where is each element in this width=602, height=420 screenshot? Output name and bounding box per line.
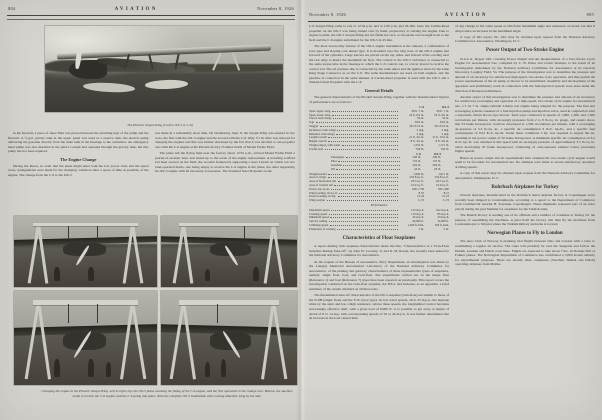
body-paragraph: The Aero Club of Norway is planning trial flights between Oslo and London with a view to establishing a regular air service. The route will probably be over the Skagerak and follow the Danish, German and Dutch coast lines. Flights are expected to take about 7 hrs. in Dornier-Wal or Fokker planes. The Norwegian Department of Commerce has contributed a 5,000 kroner subsidy for experimental purposes. There are already three companies (Swedish, Danish and Dutch) operating airplanes from Malmo. bbox=[455, 239, 595, 267]
breakdown-col-ox5: OX-5 bbox=[433, 151, 441, 156]
spec-table-row: Passengers 340 lb. 340 lb. bbox=[331, 155, 441, 160]
header-rule-thick bbox=[308, 21, 595, 23]
spec-table bbox=[309, 106, 449, 232]
running-head-right bbox=[309, 12, 594, 18]
issue-date-right: November 8, 1926 bbox=[309, 12, 346, 17]
right-column-2 bbox=[455, 24, 595, 420]
spec-table-row: Span, lower wing 24 ft. 6¾ in. 24 ft. 6¾ in. bbox=[309, 112, 449, 117]
gantry-leg bbox=[272, 301, 287, 379]
spec-col-c6: C-6 bbox=[419, 104, 424, 109]
hoist-chain bbox=[244, 226, 245, 240]
spec-table-row: Wing section C-72 C-72 bbox=[309, 198, 449, 203]
header-rule-thick bbox=[7, 15, 295, 17]
body-paragraph: Another object of this investigation was to determine the pressure and amount of air necessary for satisfactory scavenging and operation of a high-speed, two-stroke cycle engine for aeronautical use, a 5 by 7 in. single-cylinder Liberty test engine being adapted for the purpose. The fuel and scavenging system consisted of a fuel-injection pump and injection valve, used in conjunction with a separately driven Roots type blower. Tests were conducted at speeds of 1,000, 1,200, and 1,500 revolutions per minute, with air-supply pressures from 2 to 8 lb./sq. in. gauge, and results show, that 53 brake horsepower could be developed at 1,500 revolutions per minute, with a scavenging air-pressure of 5.5 lb./sq. in., a specific air consumption 9 lb./b. hp./hr., and a specific fuel consumption of 0.61 lb./b. hp./hr. Under these conditions 3 hp. was required to supply the air, resulting in net power output of 50 brake horsepower. A minimum specific air consumption of 8.2 lb./b. hp. hr. was obtained at this speed with an air-supply pressure of approximately 3.5 lb./sq. in. when developing 45 brake horsepower. Chattering of cam-operated exhaust valves prevented higher speeds. bbox=[455, 94, 595, 154]
right-page bbox=[302, 0, 602, 420]
body-paragraph: At the request of the Bureau of Aeronautics, Navy Department, an investigation was made by the Langley Memorial Aeronautical Laboratory of the National Advisory Committee for Aeronautics, of the planing and getaway characteristics of three representative types of seaplanes, namely: single float, boat, and twin-float. The experiments carried out on the single float (Reference 1) and boat (Reference 7) types have been reported on previously. This report covers the investigation conducted on the twin-float seaplane, the DT-2, and includes, as an appendix, a brief summary of the results obtained on all three tests. bbox=[309, 259, 449, 291]
right-page-columns bbox=[309, 24, 595, 420]
photo-mechanic bbox=[253, 267, 258, 281]
spec-col-ox5: OX-5 bbox=[441, 104, 449, 109]
article-heading-two-stroke: Power Output of Two-Stroke Engine bbox=[486, 48, 564, 54]
breakdown-col-c6: C-6 bbox=[416, 151, 421, 156]
spec-table-row: Stagger 28 13/16 in. 28 13/16 in. bbox=[309, 123, 449, 128]
spec-table-row: Area of wings 232.8 sq. ft. 232.8 sq. ft. bbox=[309, 175, 449, 180]
page-gutter bbox=[296, 0, 306, 420]
spec-table-row: Oil 44 lb. 26 lb. bbox=[331, 166, 441, 171]
spec-table-row: Height overall 8 ft. 4¾ in. 8 ft. 4¾ in. bbox=[309, 139, 449, 144]
spec-table-row: Maximum speed 135 m.p.h. 102 m.p.h. bbox=[309, 207, 449, 212]
gantry-leg bbox=[28, 224, 40, 283]
photo-mechanic bbox=[88, 267, 94, 281]
spec-table-row: Endurance at cruising 5 hr. 5 hr. bbox=[309, 226, 449, 231]
performance-subheading: Performance bbox=[370, 202, 388, 207]
left-page bbox=[0, 0, 300, 420]
left-column-2 bbox=[155, 131, 296, 213]
spec-table-row: Weight loaded 1,990 lb. 1,911 lb. bbox=[309, 171, 449, 176]
spec-table-row: Incidence, both wings 3 deg. 3 deg. bbox=[309, 127, 449, 132]
journal-title: AVIATION bbox=[114, 7, 158, 12]
body-paragraph: of any change in the water speed at which the maximum angle and resistance occurred, but that it did produce an increase in the maximum angle. bbox=[455, 24, 595, 33]
photo-seaplane bbox=[45, 26, 283, 112]
article-heading-rohrbach: Rohrbach Airplanes for Turkey bbox=[491, 184, 559, 190]
photo-float-right bbox=[145, 79, 188, 89]
body-paragraph: The Danish factory is sending one of its officials and a number of workmen to Turkey for the purpose of assembling the machines. A pilot from the factory will then fly the machines from Constantinople to Smyrna where the Turkish military airdrome is located. bbox=[455, 213, 595, 227]
photo-fuselage bbox=[97, 56, 195, 75]
body-paragraph: in the firewall, a piece of sheet fiber was placed between the attaching lugs of the pump and the firewall. A ½-gal. gravity tank in the upper panel was used as a reserve tank, the electric pump delivering the gasoline directly from the main tank in the fuselage to the carburetor. An emergency hand pump was also installed in the pilot's cockpit and operated through the gravity tank, but this pump has not been required. bbox=[8, 131, 149, 154]
gantry-leg bbox=[25, 301, 40, 379]
gantry-leg bbox=[131, 301, 146, 379]
spec-breakdown bbox=[331, 153, 441, 172]
spec-table-row: Length overall 21 ft. 4¾ in. 21 ft. 10¾ in. bbox=[309, 135, 449, 140]
page-number-left: 804 bbox=[8, 6, 16, 11]
body-paragraph: Several airplanes, manufactured in the Rohrbach metal airplane factory at Copenhagen, have recently been shipped to Constantinople, according to a report to the Department of Commerce from Commercial Attaché H. Sorensen, Copenhagen. These shipments represent part of an order placed during the past Summer for seaplanes for the Turkish army. bbox=[455, 193, 595, 211]
photo-scene bbox=[161, 216, 297, 287]
hoist-chain bbox=[68, 226, 69, 240]
gantry-leg bbox=[123, 224, 134, 283]
spec-table-row: Weight empty, with water 1,232 lb. 1,171 lb. bbox=[309, 142, 449, 147]
gantry-leg bbox=[183, 224, 194, 283]
spec-table-row: Useful load 758 lb. 740 lb. bbox=[309, 146, 449, 151]
photo-scene bbox=[14, 291, 157, 385]
photo-engine-change-3 bbox=[14, 291, 157, 385]
hoist-chain bbox=[68, 304, 69, 323]
body-paragraph: A report dealing with seaplane characteristics under the title, "Characteristics of a Twin-Float Seaplane During Take-off", by John W. Crowley, Jr. and K. M. Ronan, has recently been issued by the National Advisory Committee for Aeronautics. bbox=[309, 244, 449, 258]
left-column-1 bbox=[8, 131, 149, 213]
spec-table-row: Span, upper wing 28 ft. 7 in. 28 ft. 7 in. bbox=[309, 108, 449, 113]
section-heading-general-details: General Details bbox=[364, 87, 394, 93]
hoist-chain bbox=[97, 226, 98, 240]
spec-table-row: Area of horizontal tail 26.5 sq. ft. 26.5 sq. ft. bbox=[309, 179, 449, 184]
section-heading-engine-change: The Engine Change bbox=[60, 156, 97, 162]
photo-mechanic bbox=[221, 359, 226, 378]
spec-table-row: Chord, both wings 54 in. 54 in. bbox=[309, 116, 449, 121]
photo-mechanic bbox=[54, 267, 60, 281]
spec-table-row: Minimum speed 45 m.p.h. 43 m.p.h. bbox=[309, 215, 449, 220]
spec-table-row: Area of vertical tail 10.9 sq. ft. 10.9 sq. ft. bbox=[309, 182, 449, 187]
top-photo-caption: The Pitcairn Sesqui-Wing (Curtiss OX-5 or C-6) bbox=[127, 123, 193, 127]
right-column-1 bbox=[309, 24, 449, 420]
gantry-leg bbox=[37, 301, 51, 380]
article-heading-float-seaplanes: Characteristics of Float Seaplanes bbox=[342, 236, 416, 242]
gantry-leg bbox=[183, 301, 197, 380]
spec-rows-breakdown bbox=[331, 156, 441, 171]
body-paragraph: The plane left the flying field near the factory about 12:55 p.m., arrived Model Farms Field a quarter-of-an-hour later, and taxied up to the scene of the engine replacement. A traveling scaffold had been erected on the field, the wooden framework supporting a steel I-beam on which ran two hand-operated hoists, one being empty to receive the C-6 engine in the plane, the other supporting the OX-5 engine with all necessary accessories. The Standard Steel Propeller on the bbox=[154, 150, 295, 174]
spec-table-row: Wing loading, lb./sq. ft. 8.55 8.21 bbox=[309, 190, 449, 195]
photo-mechanic bbox=[54, 359, 60, 378]
page-number-right: 805 bbox=[586, 12, 594, 17]
body-paragraph: was made in a remarkably short time. On Wednesday, Sept. 8, the Sesqui-Wing was entered in two races, the first with the OX-5 engine and the second with the C-6. Only 1½ hr. time was allowed for changing the engines and this was further shortened by the fact that it was decided to run propeller tests with the C-6 engine at the Pitcairn factory 25 miles North of Model Farms Field. bbox=[154, 131, 295, 149]
body-paragraph: During the Races, in order that the plane might enter both the low power class and the speed races, arrangements were made for the changing, within as short a space of time as possible, of the engine. The change from the C-6 to the OX-5 bbox=[8, 163, 149, 178]
photo-upper-wing bbox=[57, 45, 271, 60]
spec-table-row: Power, hp./r.p.m. 160/1,750 90/1,400 bbox=[309, 186, 449, 191]
photo-float-left bbox=[83, 81, 136, 93]
spec-table-row: Power loading, lb./hp. 12.43 21.23 bbox=[309, 194, 449, 199]
header-rule-thin bbox=[7, 19, 295, 20]
spec-table-row: Pilot 170 lb. 170 lb. bbox=[331, 159, 441, 164]
spec-rows-2 bbox=[309, 173, 449, 203]
spec-table-row: Cruising speed 110 m.p.h. 85 m.p.h. bbox=[309, 211, 449, 216]
spec-rows-performance bbox=[309, 209, 449, 232]
body-paragraph: N.A.C.A. Report 220, covering Power Output and Air Requirements of a Two-Stroke Cycle Engine for Aeronautical Use, compiled by C. B. Paton and Cedric Kemper, is the result of an investigation undertaken by the National Advisory Committee for Aeronautics at its research laboratory, Langley Field, Va. The purpose of the investigation was to determine the pressure and amount of air necessary for satisfactory high-speed, two-stroke cycle operation, and thus permit the power requirements of the air pump or blower to be determined. Assembly and development of the apparatus and preliminary work in connection with the fuel-injection system were done under the direction of Robertson Matthews. bbox=[455, 56, 595, 93]
photo-engine-change-2 bbox=[161, 216, 297, 287]
photo-mechanic bbox=[88, 359, 94, 378]
journal-title: AVIATION bbox=[444, 13, 488, 18]
body-paragraph: A copy of this report, No. 242, may be obtained upon request from the National Advisory Committee for Aeronautics, Washington, D. C. bbox=[455, 34, 595, 44]
gantry-beam bbox=[33, 300, 139, 304]
hoist-chain bbox=[217, 304, 218, 323]
bottom-photo-caption: Changing the engine in the Pitcairn Sesqui-Wing. Left to right, top, the OX-5 plane awaiting the fitting of the C-6 engine, and the first operation in the change over. Bottom, the machine ready to receive the C-6 engine, and the C-6 going into place. Note the complete OX-5 installation with cowling attached, lying by the side. bbox=[41, 389, 293, 398]
gantry-beam bbox=[179, 223, 280, 226]
spec-table-row: Gasoline 204 lb. 204 lb. bbox=[331, 162, 441, 167]
gantry-leg bbox=[131, 224, 143, 283]
spec-table-row: Dihedral, both wings 5 deg. 5 deg. bbox=[309, 131, 449, 136]
left-page-columns bbox=[8, 131, 295, 213]
spec-rows-main bbox=[309, 110, 449, 152]
spec-table-row: Gap 59¾ in. 59¾ in. bbox=[309, 120, 449, 125]
photo-scene bbox=[14, 216, 157, 287]
issue-date-left: November 8, 1926 bbox=[257, 6, 294, 11]
article-heading-norwegian: Norwegian Planes to Fly to London bbox=[487, 231, 563, 237]
spec-table-row: Climbing speed 1,200 ft./min. 500 ft./min. bbox=[309, 222, 449, 227]
running-head-left bbox=[8, 6, 294, 12]
spec-table-row: Service ceiling 20,000 ft. 12,000 ft. bbox=[309, 219, 449, 224]
hoist-chain bbox=[97, 304, 98, 323]
photo-engine-change-1 bbox=[14, 216, 157, 287]
body-paragraph: The fundamental take-off characteristics of the DT-2 seaplane (twin-float) are similar to those of the N-9H (single float) and the F-5L (boat type). At low water speeds, 20 to 25 m.p.h., the airplane trims by the stern and has a high resistance. Above these speeds, the longitudinal control becomes increasingly effective until, with a gross load of 6,000 lb. it is possible to get away at angles of attack of 8 to 14 deg. with corresponding speeds of 56 or 46 m.p.h. It was further determined that an increase in the load caused little bbox=[309, 293, 449, 321]
body-paragraph: The most noteworthy feature of the OX-5 engine installation is the radiator, a combination of nose type and sloping core tunnel type. It is mounted over the long nose of the OX-5 engine just forward of the cylinders. Large louvers are placed on the top, sides, and bottom of the cowling near the rear edge to insure the maximum air flow. The control to the OX-5 carburetor is connected to the same torque tube in the fuselage to which the C-6 controls ran, to a lever placed to receive the control rod. The oil pressure line is connected by the same union and the ignition wires by the same King Stage Connector as on the C-6. The same thermometers are used on both engines, and the gasoline is connected in the same manner. A Curtiss-Reed propeller is used with the OX-5 and a Standard Steel Propeller with the C-6. bbox=[309, 43, 449, 85]
gantry-leg bbox=[120, 301, 134, 380]
photo-mechanic bbox=[205, 362, 210, 378]
body-paragraph: Based on power output and air requirements here obtained the two-stroke cycle engine would seem to be favorable for aeronautical use. No attempts were made to secure satisfactory operation at idling speeds. bbox=[455, 155, 595, 169]
gantry-beam bbox=[179, 300, 280, 304]
body-paragraph: The general characteristics of the Pitcairn Sesqui-Wing, together with the manufacturer's figures of performance are as follows: bbox=[309, 95, 449, 104]
body-paragraph: C-6 Sesqui-Wing came to rest at 12:34 p.m. and at 1:00 p.m. just 26 min. later, the Curtiss-Reed propeller on the OX-5 was being turned over by hand, preparatory to starting the engine. Due to engine trouble, the OX-5 Sesqui-Wing did not finish the race, so the plane was brought back to the field and the C-6 engine substituted for the OX-5 in 45 min. bbox=[309, 24, 449, 42]
gantry-beam bbox=[33, 223, 139, 226]
gantry-leg bbox=[272, 224, 284, 283]
photo-scene bbox=[161, 291, 297, 385]
photo-engine-change-4 bbox=[161, 291, 297, 385]
photo-mechanic bbox=[106, 362, 112, 378]
photo-mechanic bbox=[205, 269, 210, 281]
body-paragraph: A copy of this report may be obtained upon request from the National Advisory Committee for Aeronautics, Washington, D. C. bbox=[455, 171, 595, 180]
